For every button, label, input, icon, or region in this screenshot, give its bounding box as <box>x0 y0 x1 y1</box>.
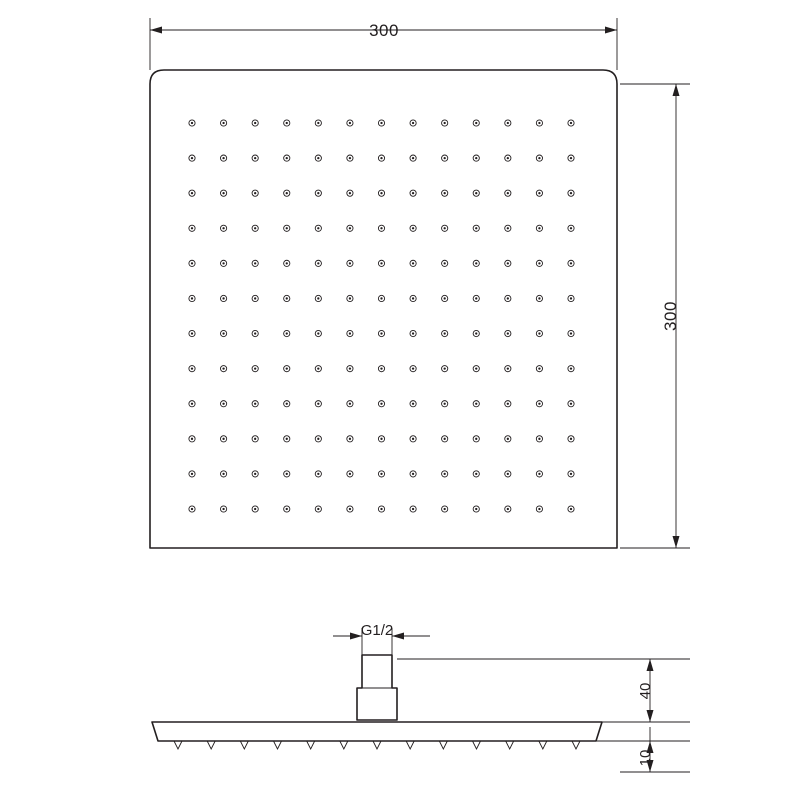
nozzle-center <box>222 227 224 229</box>
nozzle-center <box>317 297 319 299</box>
nozzle-center <box>222 473 224 475</box>
nozzle-center <box>317 403 319 405</box>
nozzle-center <box>475 122 477 124</box>
nozzle-center <box>412 297 414 299</box>
nozzle-center <box>412 332 414 334</box>
nozzle-center <box>222 367 224 369</box>
side-nozzle-tick <box>572 741 580 749</box>
side-nozzle-ticks <box>174 741 580 749</box>
right-height-label: 300 <box>661 301 680 331</box>
nozzle-center <box>254 192 256 194</box>
nozzle-center <box>412 367 414 369</box>
nozzle-center <box>317 438 319 440</box>
nozzle-center <box>286 473 288 475</box>
nozzle-center <box>380 157 382 159</box>
nozzle-center <box>507 157 509 159</box>
nozzle-center <box>222 297 224 299</box>
nozzle-center <box>475 332 477 334</box>
nozzle-center <box>538 122 540 124</box>
nozzle-center <box>317 192 319 194</box>
nozzle-center <box>507 438 509 440</box>
side-nozzle-tick <box>340 741 348 749</box>
nozzle-center <box>191 297 193 299</box>
side-nozzle-tick <box>473 741 481 749</box>
nozzle-center <box>254 508 256 510</box>
nozzle-center <box>444 508 446 510</box>
plate-thickness-label: 10 <box>637 749 654 767</box>
nozzle-center <box>570 227 572 229</box>
nozzle-center <box>191 367 193 369</box>
nozzle-center <box>507 403 509 405</box>
nozzle-center <box>254 227 256 229</box>
nozzle-center <box>538 297 540 299</box>
nozzle-center <box>570 332 572 334</box>
nozzle-center <box>286 297 288 299</box>
nozzle-center <box>222 332 224 334</box>
nozzle-center <box>349 297 351 299</box>
side-nozzle-tick <box>307 741 315 749</box>
nozzle-center <box>475 473 477 475</box>
nozzle-center <box>538 332 540 334</box>
nozzle-center <box>538 508 540 510</box>
nozzle-center <box>570 157 572 159</box>
nozzle-center <box>222 403 224 405</box>
nozzle-center <box>286 403 288 405</box>
inlet-stem <box>357 655 397 720</box>
nozzle-center <box>191 403 193 405</box>
nozzle-center <box>317 473 319 475</box>
nozzle-center <box>570 403 572 405</box>
nozzle-center <box>538 192 540 194</box>
nozzle-center <box>507 227 509 229</box>
nozzle-center <box>286 192 288 194</box>
nozzle-center <box>380 508 382 510</box>
nozzle-center <box>349 192 351 194</box>
thread-label: G1/2 <box>360 622 394 639</box>
nozzle-center <box>286 122 288 124</box>
nozzle-center <box>349 438 351 440</box>
side-nozzle-tick <box>174 741 182 749</box>
nozzle-center <box>191 332 193 334</box>
nozzle-center <box>317 508 319 510</box>
nozzle-center <box>380 297 382 299</box>
nozzle-center <box>380 403 382 405</box>
nozzle-center <box>380 367 382 369</box>
nozzle-center <box>254 367 256 369</box>
nozzle-center <box>349 157 351 159</box>
nozzle-center <box>570 473 572 475</box>
nozzle-center <box>222 122 224 124</box>
nozzle-center <box>222 192 224 194</box>
nozzle-center <box>570 508 572 510</box>
nozzle-center <box>317 367 319 369</box>
nozzle-center <box>254 262 256 264</box>
nozzle-center <box>570 192 572 194</box>
nozzle-center <box>538 403 540 405</box>
nozzle-center <box>349 227 351 229</box>
nozzle-center <box>317 227 319 229</box>
nozzle-center <box>538 157 540 159</box>
side-nozzle-tick <box>406 741 414 749</box>
side-nozzle-tick <box>207 741 215 749</box>
nozzle-center <box>412 122 414 124</box>
nozzle-center <box>444 332 446 334</box>
nozzle-center <box>380 438 382 440</box>
nozzle-center <box>507 332 509 334</box>
nozzle-center <box>349 367 351 369</box>
nozzle-center <box>380 332 382 334</box>
nozzle-center <box>538 262 540 264</box>
nozzle-center <box>222 262 224 264</box>
nozzle-center <box>507 122 509 124</box>
nozzle-center <box>412 403 414 405</box>
nozzle-center <box>412 438 414 440</box>
nozzle-center <box>286 262 288 264</box>
plate-side-profile <box>152 722 602 741</box>
nozzle-center <box>475 192 477 194</box>
nozzle-center <box>286 508 288 510</box>
nozzle-center <box>412 473 414 475</box>
nozzle-center <box>349 403 351 405</box>
nozzle-center <box>317 262 319 264</box>
nozzle-center <box>507 297 509 299</box>
nozzle-center <box>475 403 477 405</box>
nozzle-center <box>380 262 382 264</box>
nozzle-center <box>412 192 414 194</box>
nozzle-center <box>254 332 256 334</box>
nozzle-center <box>380 122 382 124</box>
nozzle-center <box>380 473 382 475</box>
nozzle-center <box>254 122 256 124</box>
nozzle-center <box>286 367 288 369</box>
side-nozzle-tick <box>240 741 248 749</box>
nozzle-center <box>570 297 572 299</box>
side-nozzle-tick <box>539 741 547 749</box>
nozzle-center <box>475 262 477 264</box>
nozzle-center <box>475 438 477 440</box>
nozzle-center <box>570 367 572 369</box>
nozzle-center <box>444 297 446 299</box>
nozzle-center <box>507 262 509 264</box>
nozzle-center <box>349 508 351 510</box>
nozzle-center <box>349 122 351 124</box>
top-width-label: 300 <box>369 21 399 40</box>
nozzle-center <box>254 403 256 405</box>
nozzle-center <box>444 473 446 475</box>
inlet-height-label: 40 <box>637 682 654 700</box>
nozzle-center <box>507 508 509 510</box>
nozzle-center <box>191 157 193 159</box>
nozzle-center <box>444 157 446 159</box>
nozzle-center <box>475 157 477 159</box>
nozzle-center <box>570 262 572 264</box>
nozzle-center <box>412 508 414 510</box>
nozzle-center <box>507 367 509 369</box>
nozzle-grid <box>189 120 574 512</box>
nozzle-center <box>191 508 193 510</box>
nozzle-center <box>444 227 446 229</box>
nozzle-center <box>222 438 224 440</box>
nozzle-center <box>222 508 224 510</box>
nozzle-center <box>222 157 224 159</box>
side-nozzle-tick <box>439 741 447 749</box>
nozzle-center <box>444 403 446 405</box>
side-nozzle-tick <box>506 741 514 749</box>
nozzle-center <box>349 262 351 264</box>
nozzle-center <box>412 227 414 229</box>
nozzle-center <box>380 192 382 194</box>
nozzle-center <box>317 122 319 124</box>
nozzle-center <box>507 473 509 475</box>
nozzle-center <box>475 367 477 369</box>
nozzle-center <box>475 508 477 510</box>
nozzle-center <box>286 438 288 440</box>
nozzle-center <box>570 438 572 440</box>
nozzle-center <box>475 227 477 229</box>
nozzle-center <box>570 122 572 124</box>
nozzle-center <box>254 473 256 475</box>
nozzle-center <box>191 227 193 229</box>
nozzle-center <box>444 367 446 369</box>
nozzle-center <box>412 157 414 159</box>
nozzle-center <box>475 297 477 299</box>
nozzle-center <box>286 157 288 159</box>
nozzle-center <box>507 192 509 194</box>
nozzle-center <box>191 438 193 440</box>
nozzle-center <box>444 438 446 440</box>
nozzle-center <box>317 157 319 159</box>
nozzle-center <box>317 332 319 334</box>
nozzle-center <box>349 332 351 334</box>
nozzle-center <box>444 122 446 124</box>
nozzle-center <box>538 367 540 369</box>
nozzle-center <box>538 473 540 475</box>
nozzle-center <box>254 438 256 440</box>
side-nozzle-tick <box>373 741 381 749</box>
nozzle-center <box>380 227 382 229</box>
nozzle-center <box>286 227 288 229</box>
nozzle-center <box>538 227 540 229</box>
nozzle-center <box>444 192 446 194</box>
nozzle-center <box>254 157 256 159</box>
nozzle-center <box>191 473 193 475</box>
nozzle-center <box>191 192 193 194</box>
nozzle-center <box>254 297 256 299</box>
nozzle-center <box>412 262 414 264</box>
side-nozzle-tick <box>274 741 282 749</box>
nozzle-center <box>349 473 351 475</box>
nozzle-center <box>191 122 193 124</box>
nozzle-center <box>538 438 540 440</box>
nozzle-center <box>444 262 446 264</box>
nozzle-center <box>191 262 193 264</box>
nozzle-center <box>286 332 288 334</box>
